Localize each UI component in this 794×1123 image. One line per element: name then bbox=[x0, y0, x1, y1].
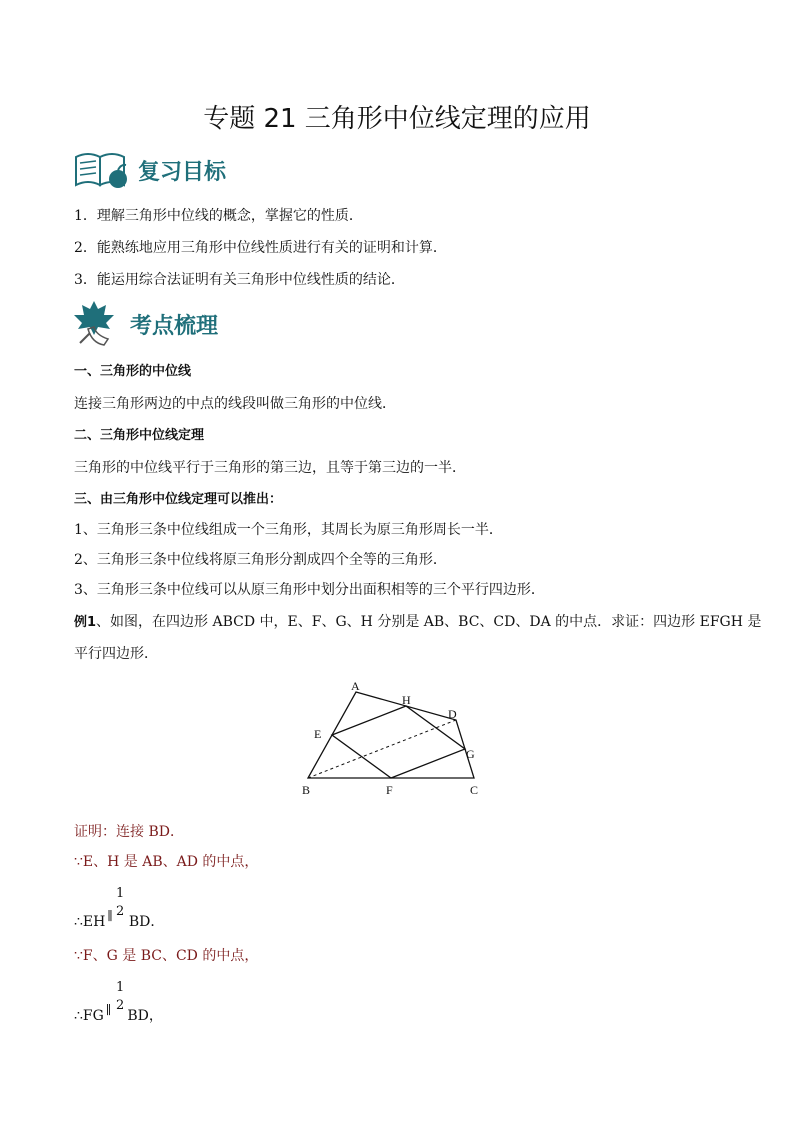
proof-bd-1: BD． bbox=[128, 914, 165, 930]
goal-item-1: 1．理解三角形中位线的概念，掌握它的性质． bbox=[74, 208, 363, 224]
section-title-review-goals: 复习目标 bbox=[138, 159, 227, 185]
heading-midline-theorem: 二、三角形中位线定理 bbox=[74, 428, 205, 443]
fraction-numerator-1: 1 bbox=[116, 886, 125, 901]
proof-line-3 bbox=[74, 909, 165, 932]
label-e: E bbox=[314, 727, 322, 741]
proof-eh: ∴EH bbox=[74, 914, 106, 930]
example-text-line1: 、如图，在四边形 ABCD 中，E、F、G、H 分别是 AB、BC、CD、DA 的中点．求证：四边形 EFGH 是 bbox=[96, 614, 762, 630]
label-h: H bbox=[402, 693, 411, 707]
label-c: C bbox=[470, 783, 479, 797]
fraction-denominator-1: 2 bbox=[116, 904, 125, 919]
parallel-equal-symbol-1: ∥ bbox=[107, 909, 113, 923]
page-title: 专题 21 三角形中位线定理的应用 bbox=[203, 104, 591, 134]
example-label: 例1 bbox=[74, 615, 97, 630]
label-b: B bbox=[302, 783, 311, 797]
label-g: G bbox=[466, 747, 475, 761]
fraction-denominator-2: 2 bbox=[116, 998, 125, 1013]
label-a: A bbox=[351, 682, 360, 693]
maple-leaf-bell-icon bbox=[74, 299, 124, 349]
section-title-key-points: 考点梳理 bbox=[130, 313, 219, 339]
proof-line-4: ∵F、G 是 BC、CD 的中点， bbox=[74, 948, 259, 964]
parallel-equal-symbol-2: ∥ bbox=[105, 1003, 112, 1017]
label-d: D bbox=[448, 707, 457, 721]
proof-fg: ∴FG bbox=[74, 1008, 104, 1024]
example-statement bbox=[74, 612, 761, 633]
corollary-item-1: 1、三角形三条中位线组成一个三角形，其周长为原三角形周长一半． bbox=[74, 522, 503, 538]
text-midline-definition: 连接三角形两边的中点的线段叫做三角形的中位线． bbox=[74, 396, 396, 412]
quadrilateral-figure bbox=[296, 682, 496, 802]
corollary-item-3: 3、三角形三条中位线可以从原三角形中划分出面积相等的三个平行四边形． bbox=[74, 582, 545, 598]
proof-line-2: ∵E、H 是 AB、AD 的中点， bbox=[74, 854, 259, 870]
label-f: F bbox=[386, 783, 393, 797]
goal-item-2: 2．能熟练地应用三角形中位线性质进行有关的证明和计算． bbox=[74, 240, 447, 256]
proof-bd-2: BD， bbox=[127, 1008, 163, 1024]
heading-midline: 一、三角形的中位线 bbox=[74, 364, 192, 379]
corollary-item-2: 2、三角形三条中位线将原三角形分割成四个全等的三角形． bbox=[74, 552, 447, 568]
diagonal-bd bbox=[308, 720, 456, 778]
section-header-key-points bbox=[74, 300, 218, 348]
example-text-line2: 平行四边形． bbox=[74, 646, 158, 662]
heading-corollaries: 三、由三角形中位线定理可以推出： bbox=[74, 492, 283, 507]
proof-line-5 bbox=[74, 1003, 163, 1026]
proof-line-1: 证明：连接 BD． bbox=[74, 824, 184, 840]
book-apple-icon bbox=[74, 149, 132, 191]
section-header-review-goals bbox=[74, 146, 226, 194]
text-midline-theorem: 三角形的中位线平行于三角形的第三边，且等于第三边的一半． bbox=[74, 460, 466, 476]
goal-item-3: 3．能运用综合法证明有关三角形中位线性质的结论． bbox=[74, 272, 405, 288]
fraction-numerator-2: 1 bbox=[116, 980, 125, 995]
